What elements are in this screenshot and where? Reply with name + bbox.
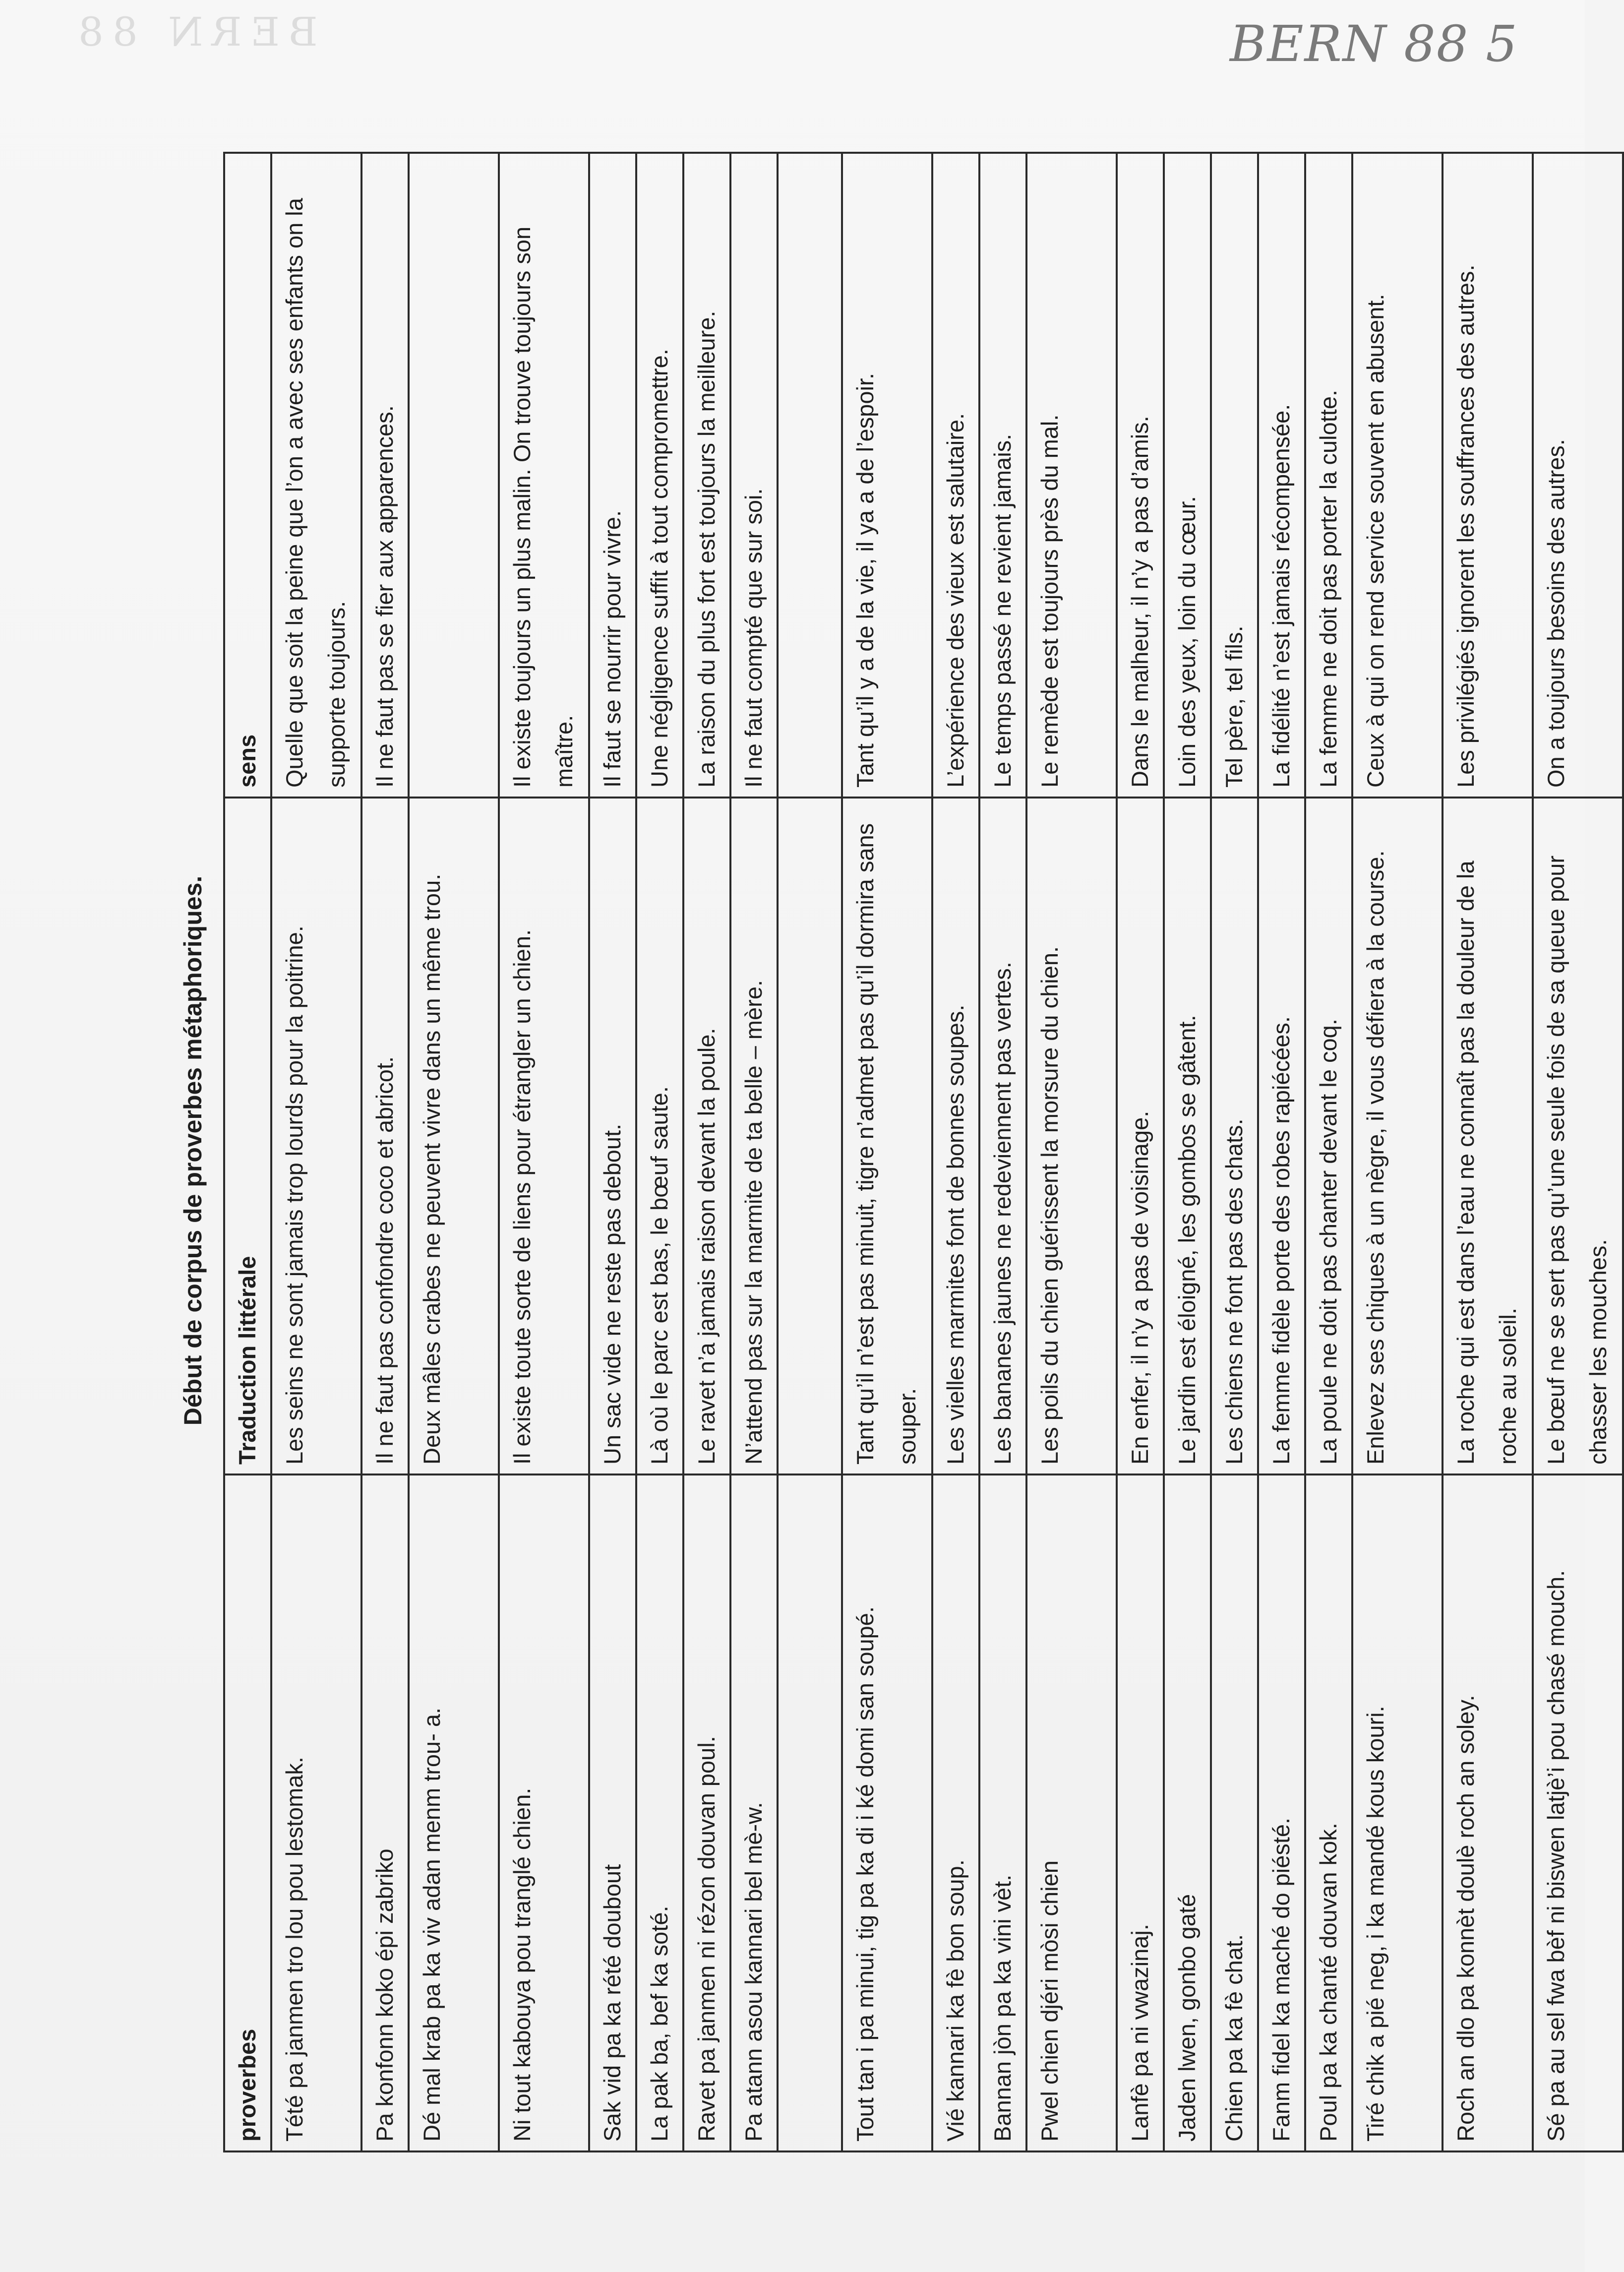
cell-meaning: Les privilégiés ignorent les souffrances des autres. <box>1443 153 1533 798</box>
cell-proverb: Pa atann asou kannari bel mè-w. <box>730 1474 778 2151</box>
cell-proverb: Pa konfonn koko épi zabriko <box>361 1474 409 2151</box>
cell-translation: En enfer, il n’y a pas de voisinage. <box>1117 798 1164 1474</box>
cell-proverb: Chien pa ka fè chat. <box>1211 1474 1258 2151</box>
cell-meaning: Quelle que soit la peine que l’on a avec ses enfants on la supporte toujours. <box>271 153 361 798</box>
cell-translation: Le ravet n’a jamais raison devant la poule. <box>683 798 730 1474</box>
table-row <box>1026 153 1117 2151</box>
cell-translation: Les vielles marmites font de bonnes soupes. <box>932 798 979 1474</box>
cell-meaning: La raison du plus fort est toujours la meilleure. <box>683 153 730 798</box>
table-row <box>361 153 409 2151</box>
table-row <box>1258 153 1305 2151</box>
cell-meaning: La femme ne doit pas porter la culotte. <box>1305 153 1352 798</box>
table-row <box>1443 153 1533 2151</box>
cell-translation: La poule ne doit pas chanter devant le coq. <box>1305 798 1352 1474</box>
header-traduction-litterale: Traduction littérale <box>224 798 271 1474</box>
cell-proverb: Sé pa au sel fwa bèf ni biswen latjè’i pou chasé mouch. <box>1533 1474 1623 2151</box>
cell-meaning: Ceux à qui on rend service souvent en abusent. <box>1352 153 1443 798</box>
table-row <box>271 153 361 2151</box>
cell-meaning: Le temps passé ne revient jamais. <box>979 153 1026 798</box>
header-proverbes: proverbes <box>224 1474 271 2151</box>
cell-translation: Le bœuf ne se sert pas qu’une seule fois de sa queue pour chasser les mouches. <box>1533 798 1623 1474</box>
table-row <box>589 153 636 2151</box>
table-row-empty <box>778 153 842 2151</box>
cell-proverb: Tiré chik a pié neg, i ka mandé kous kouri. <box>1352 1474 1443 2151</box>
table-row <box>932 153 979 2151</box>
rotated-content <box>149 99 1611 2202</box>
cell-translation: Il ne faut pas confondre coco et abricot. <box>361 798 409 1474</box>
cell-translation: Deux mâles crabes ne peuvent vivre dans un même trou. <box>409 798 499 1474</box>
cell-meaning: Une négligence suffit à tout compromettre. <box>636 153 683 798</box>
cell-translation: Enlevez ses chiques à un nègre, il vous défiera à la course. <box>1352 798 1443 1474</box>
table-row <box>1164 153 1211 2151</box>
handwritten-annotation: BERN 88 5 <box>1230 15 1518 73</box>
table-row <box>730 153 778 2151</box>
table-header-row <box>224 153 271 2151</box>
cell-empty <box>778 153 842 798</box>
cell-translation: N’attend pas sur la marmite de ta belle – mère. <box>730 798 778 1474</box>
proverbs-table <box>223 152 1624 2152</box>
cell-meaning: Loin des yeux, loin du cœur. <box>1164 153 1211 798</box>
cell-empty <box>778 1474 842 2151</box>
cell-meaning <box>409 153 499 798</box>
cell-proverb: Jaden lwen, gonbo gaté <box>1164 1474 1211 2151</box>
cell-proverb: Ravet pa janmen ni rézon douvan poul. <box>683 1474 730 2151</box>
cell-empty <box>778 798 842 1474</box>
cell-proverb: Vié kannari ka fè bon soup. <box>932 1474 979 2151</box>
document-title: Début de corpus de proverbes métaphoriques. <box>179 875 207 1426</box>
cell-translation: Les seins ne sont jamais trop lourds pour la poitrine. <box>271 798 361 1474</box>
cell-meaning: Le remède est toujours près du mal. <box>1026 153 1117 798</box>
cell-translation: Les chiens ne font pas des chats. <box>1211 798 1258 1474</box>
table-row <box>979 153 1026 2151</box>
cell-translation: Le jardin est éloigné, les gombos se gâtent. <box>1164 798 1211 1474</box>
cell-meaning: Il existe toujours un plus malin. On trouve toujours son maître. <box>499 153 589 798</box>
table-row <box>1211 153 1258 2151</box>
cell-meaning: Tant qu’il y a de la vie, il ya a de l’espoir. <box>842 153 932 798</box>
cell-translation: Les bananes jaunes ne redeviennent pas vertes. <box>979 798 1026 1474</box>
header-sens: sens <box>224 153 271 798</box>
cell-proverb: Poul pa ka chanté douvan kok. <box>1305 1474 1352 2151</box>
table-row <box>636 153 683 2151</box>
cell-translation: Les poils du chien guérissent la morsure du chien. <box>1026 798 1117 1474</box>
cell-proverb: Bannan jòn pa ka vini vèt. <box>979 1474 1026 2151</box>
cell-proverb: Roch an dlo pa konnèt doulè roch an soley. <box>1443 1474 1533 2151</box>
cell-proverb: Dé mal krab pa ka viv adan menm trou- a. <box>409 1474 499 2151</box>
table-row <box>1352 153 1443 2151</box>
cell-meaning: On a toujours besoins des autres. <box>1533 153 1623 798</box>
cell-translation: Tant qu’il n’est pas minuit, tigre n’admet pas qu’il dormira sans souper. <box>842 798 932 1474</box>
cell-proverb: Fanm fidel ka maché do piésté. <box>1258 1474 1305 2151</box>
table-row <box>683 153 730 2151</box>
cell-proverb: Ni tout kabouya pou tranglé chien. <box>499 1474 589 2151</box>
cell-translation: Un sac vide ne reste pas debout. <box>589 798 636 1474</box>
cell-meaning: Il faut se nourrir pour vivre. <box>589 153 636 798</box>
cell-proverb: Tété pa janmen tro lou pou lestomak. <box>271 1474 361 2151</box>
cell-proverb: Pwel chien djéri mòsi chien <box>1026 1474 1117 2151</box>
cell-meaning: Dans le malheur, il n’y a pas d’amis. <box>1117 153 1164 798</box>
cell-translation: Il existe toute sorte de liens pour étrangler un chien. <box>499 798 589 1474</box>
bleed-through-stamp: BERN 88 <box>69 9 318 55</box>
cell-meaning: Il ne faut pas se fier aux apparences. <box>361 153 409 798</box>
table-row <box>1533 153 1623 2151</box>
cell-proverb: Lanfè pa ni vwazinaj. <box>1117 1474 1164 2151</box>
table-row <box>499 153 589 2151</box>
table-row <box>842 153 932 2151</box>
cell-meaning: L’expérience des vieux est salutaire. <box>932 153 979 798</box>
cell-proverb: Tout tan i pa minui, tig pa ka di i ké domi san soupé. <box>842 1474 932 2151</box>
cell-translation: Là où le parc est bas, le bœuf saute. <box>636 798 683 1474</box>
cell-meaning: Tel père, tel fils. <box>1211 153 1258 798</box>
table-row <box>1117 153 1164 2151</box>
cell-proverb: Sak vid pa ka rété doubout <box>589 1474 636 2151</box>
cell-proverb: La pak ba, bef ka soté. <box>636 1474 683 2151</box>
table-row <box>1305 153 1352 2151</box>
cell-translation: La roche qui est dans l’eau ne connaît pas la douleur de la roche au soleil. <box>1443 798 1533 1474</box>
table-row <box>409 153 499 2151</box>
cell-meaning: La fidélité n’est jamais récompensée. <box>1258 153 1305 798</box>
cell-meaning: Il ne faut compté que sur soi. <box>730 153 778 798</box>
cell-translation: La femme fidèle porte des robes rapiécées. <box>1258 798 1305 1474</box>
